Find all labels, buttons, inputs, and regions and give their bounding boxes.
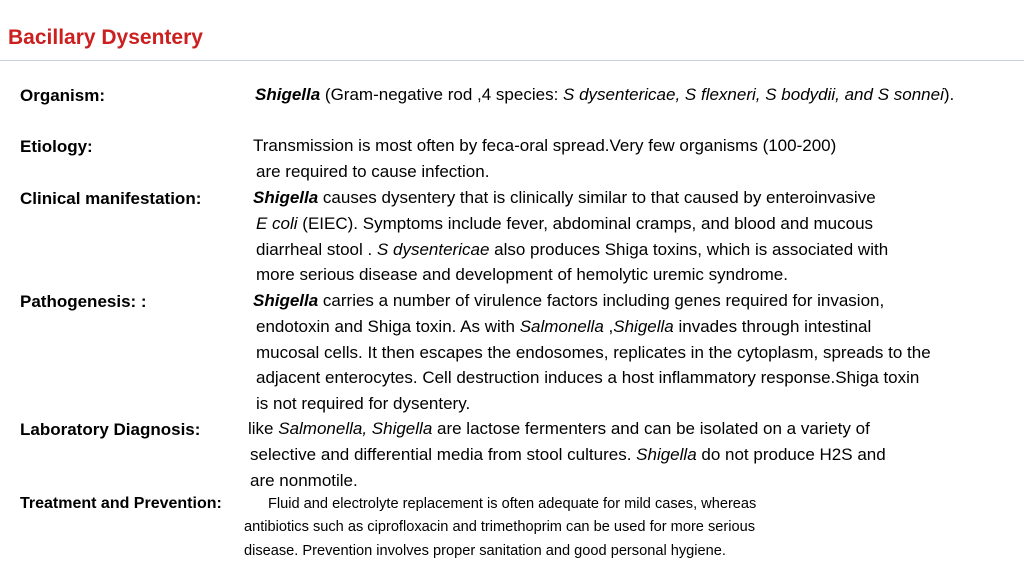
treatment-label: Treatment and Prevention: xyxy=(20,495,222,512)
pathogenesis-label: Pathogenesis: : xyxy=(20,292,147,311)
treatment-line-3: disease. Prevention involves proper sanitation and good personal hygiene. xyxy=(244,542,726,559)
organism-species: S dysentericae, S flexneri, S bodydii, and S sonnei xyxy=(563,85,944,104)
lab-line-2: selective and differential media from stool cultures. Shigella do not produce H2S and xyxy=(250,444,886,464)
pathogenesis-line-3: mucosal cells. It then escapes the endosomes, replicates in the cytoplasm, spreads to the xyxy=(256,342,931,362)
clinical-text xyxy=(253,185,888,288)
organism-text xyxy=(255,82,954,108)
lab-label: Laboratory Diagnosis: xyxy=(20,420,201,439)
pathogenesis-line-2: endotoxin and Shiga toxin. As with Salmonella ,Shigella invades through intestinal xyxy=(256,316,872,336)
clinical-line-1: Shigella causes dysentery that is clinically similar to that caused by enteroinvasive xyxy=(253,188,876,207)
etiology-line-2: are required to cause infection. xyxy=(256,161,490,181)
clinical-line-3: diarrheal stool . S dysentericae also produces Shiga toxins, which is associated with xyxy=(256,239,889,259)
etiology-text xyxy=(253,133,836,185)
etiology-line-1: Transmission is most often by feca-oral spread.Very few organisms (100-200) xyxy=(253,136,837,155)
clinical-line-4: more serious disease and development of hemolytic uremic syndrome. xyxy=(256,265,788,285)
lab-text xyxy=(248,416,886,493)
pathogenesis-genus: Shigella xyxy=(253,291,319,310)
clinical-genus: Shigella xyxy=(253,188,319,207)
organism-genus: Shigella xyxy=(255,85,321,104)
title-divider xyxy=(0,60,1024,61)
pathogenesis-line-4: adjacent enterocytes. Cell destruction induces a host inflammatory response.Shiga toxin xyxy=(256,368,920,388)
clinical-line-2: E coli (EIEC). Symptoms include fever, abdominal cramps, and blood and mucous xyxy=(256,213,874,233)
etiology-label: Etiology: xyxy=(20,137,93,156)
pathogenesis-text xyxy=(253,288,931,417)
organism-line-1: Shigella (Gram-negative rod ,4 species: S dysentericae, S flexneri, S bodydii, and S sonnei). xyxy=(255,85,955,104)
organism-label: Organism: xyxy=(20,86,106,105)
pathogenesis-line-5: is not required for dysentery. xyxy=(256,394,471,414)
pathogenesis-line-1: Shigella carries a number of virulence factors including genes required for invasion, xyxy=(253,291,885,310)
treatment-line-2: antibiotics such as ciprofloxacin and trimethoprim can be used for more serious xyxy=(244,519,756,536)
treatment-line-1: Fluid and electrolyte replacement is often adequate for mild cases, whereas xyxy=(268,496,757,512)
clinical-label: Clinical manifestation: xyxy=(20,189,202,208)
lab-line-1: like Salmonella, Shigella are lactose fermenters and can be isolated on a variety of xyxy=(248,419,870,438)
treatment-text xyxy=(244,493,756,563)
page-title: Bacillary Dysentery xyxy=(8,26,203,49)
lab-line-3: are nonmotile. xyxy=(250,470,358,490)
